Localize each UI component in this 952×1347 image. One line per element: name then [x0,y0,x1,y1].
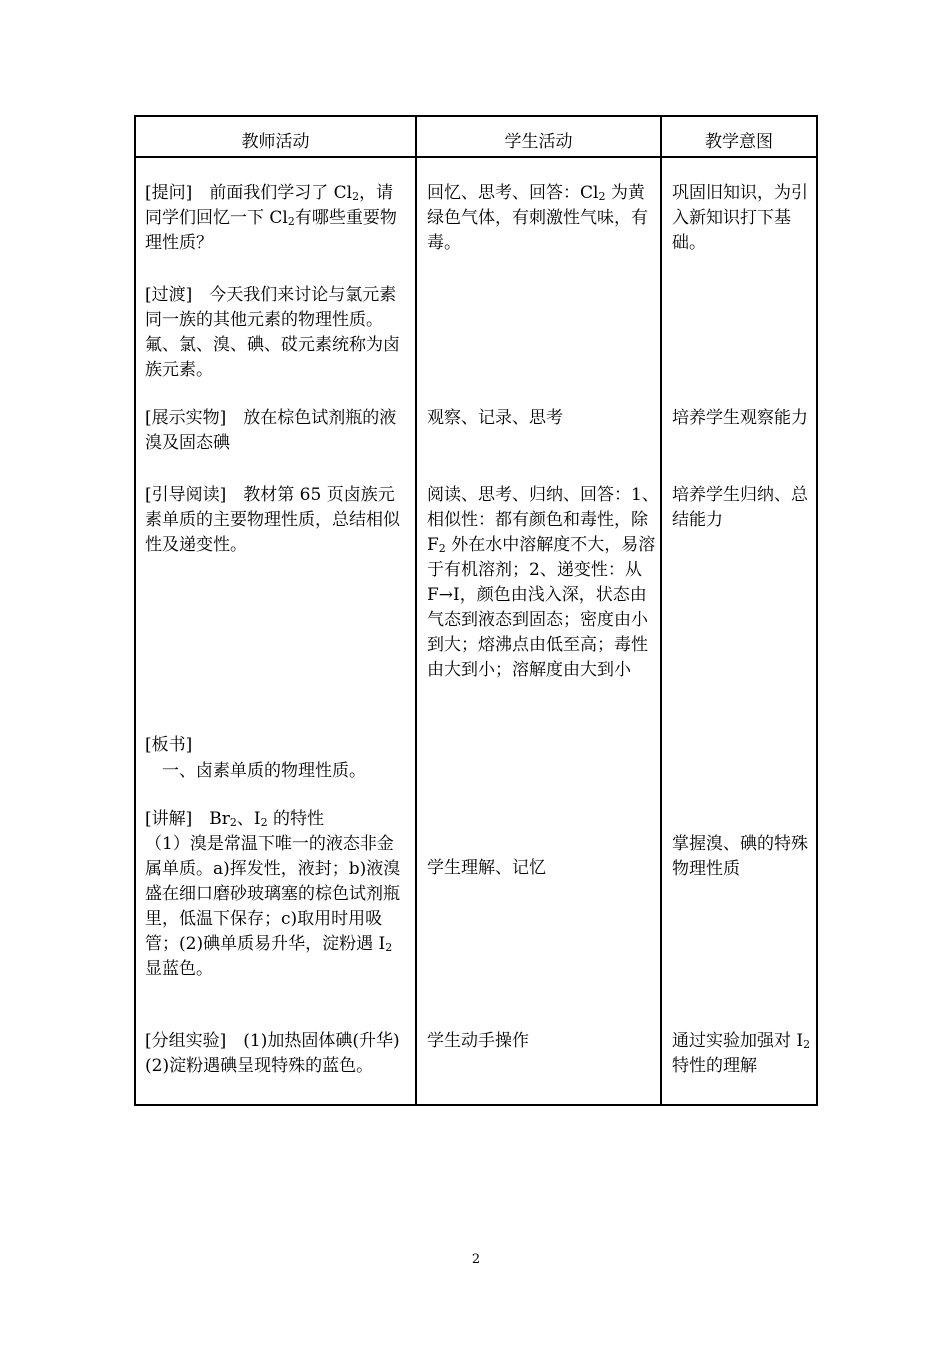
student-understand: 学生理解、记忆 [427,858,546,878]
teacher-board-title: [板书] [145,735,193,755]
student-recall: 回忆、思考、回答：$Cl_2$ 为黄绿色气体，有刺激性气味，有毒。 [427,183,648,253]
teacher-lecture-body: （1）溴是常温下唯一的液态非金属单质。a)挥发性，液封；b)液溴盛在细口磨砂玻璃塞的棕色试剂瓶里，低温下保存；c)取用时用吸管；(2)碘单质易升华，淀粉遇 $I_2$ 显蓝色。 [145,834,401,979]
teacher-question: [提问] 前面我们学习了 $Cl_2$，请同学们回忆一下 $Cl_2$有哪些重要物理性质？ [145,183,397,253]
lesson-table [134,115,818,1106]
column-divider-2 [660,115,662,1106]
intent-consolidate: 巩固旧知识，为引入新知识打下基础。 [672,183,808,253]
teacher-group-experiment: [分组实验] (1)加热固体碘(升华)(2)淀粉遇碘呈现特殊的蓝色。 [145,1031,400,1076]
header-divider [134,156,818,158]
column-divider-1 [415,115,417,1106]
header-teacher-activity: 教师活动 [241,132,310,152]
student-hands-on: 学生动手操作 [427,1031,529,1051]
teacher-board-content: 一、卤素单质的物理性质。 [145,761,366,781]
intent-experiment: 通过实验加强对 $I_2$ 特性的理解 [672,1031,811,1076]
student-observe: 观察、记录、思考 [427,408,563,428]
teacher-transition: [过渡] 今天我们来讨论与氯元素同一族的其他元素的物理性质。氟、氯、溴、碘、砹元素统称为卤族元素。 [145,285,400,380]
page-number: 2 [471,1252,481,1267]
teacher-demonstration: [展示实物] 放在棕色试剂瓶的液溴及固态碘 [145,408,397,453]
intent-induction: 培养学生归纳、总结能力 [672,485,808,530]
teacher-lecture-title: [讲解] $Br_2$、$I_2$ 的特性 [145,809,325,829]
student-reading: 阅读、思考、归纳、回答：1、相似性：都有颜色和毒性，除 $F_2$ 外在水中溶解度不大，易溶于有机溶剂；2、递变性：从 F→I，颜色由浅入深，状态由气态到液态到固态；密度由小到大；熔沸点由低至高；毒性由大到小；溶解度由大到小 [427,485,659,680]
intent-observation: 培养学生观察能力 [672,408,808,428]
header-student-activity: 学生活动 [504,132,573,152]
intent-master-properties: 掌握溴、碘的特殊物理性质 [672,834,808,879]
teacher-guided-reading: [引导阅读] 教材第 65 页卤族元素单质的主要物理性质，总结相似性及递变性。 [145,485,400,555]
header-teaching-intent: 教学意图 [705,132,773,152]
